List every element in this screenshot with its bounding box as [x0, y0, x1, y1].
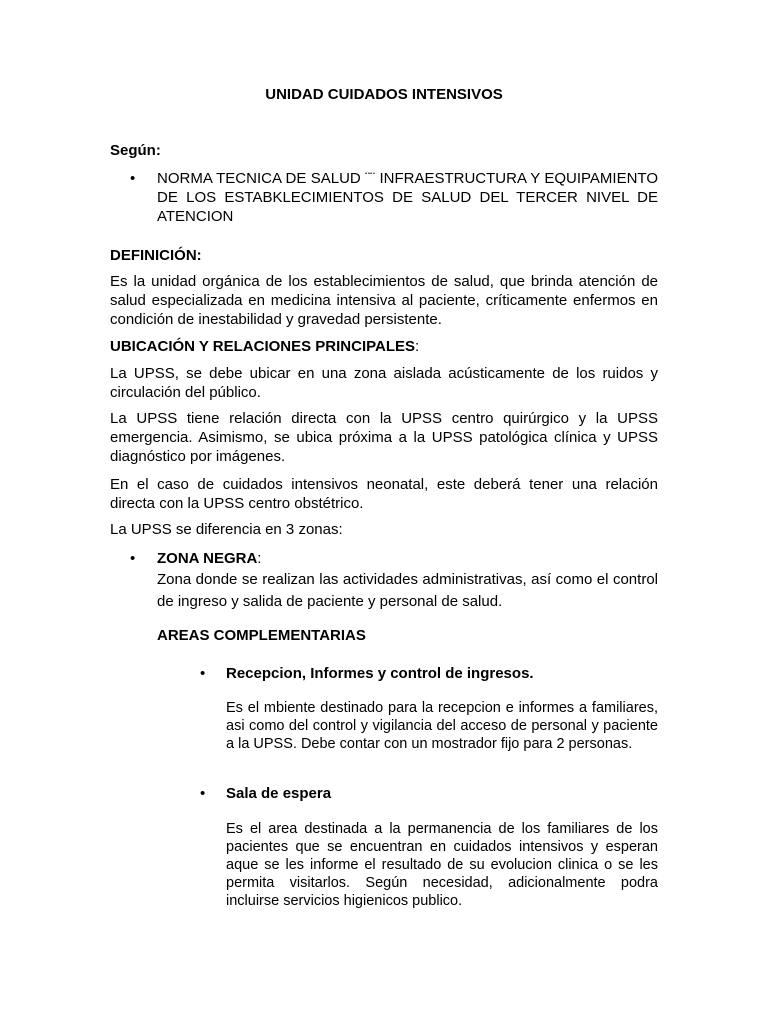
definicion-heading: DEFINICIÓN: — [110, 247, 202, 264]
sala-espera-title: Sala de espera — [226, 785, 332, 802]
ubicacion-paragraph-2: La UPSS tiene relación directa con la UPSS centro quirúrgico y la UPSS emergencia. Asimismo, se ubica próxima a la UPSS patológica clínica y UPSS diagnóstico por imágenes. — [110, 410, 658, 465]
ubicacion-colon: : — [415, 338, 420, 355]
recepcion-text: Es el mbiente destinado para la recepcion e informes a familiares, asi como del control y vigilancia del acceso de personal y paciente a la UPSS. Debe contar con un mostrador fijo para 2 personas. — [226, 700, 658, 752]
zona-negra-heading-line — [157, 549, 658, 568]
zona-negra-colon: : — [257, 550, 262, 567]
zona-negra-heading: ZONA NEGRA — [157, 550, 258, 567]
ubicacion-paragraph-3: En el caso de cuidados intensivos neonatal, este deberá tener una relación directa con la UPSS centro obstétrico. — [110, 476, 658, 512]
bullet-icon: • — [130, 550, 136, 567]
bullet-icon: • — [200, 665, 206, 682]
zona-negra-text: Zona donde se realizan las actividades administrativas, así como el control de ingreso y salida de paciente y personal de salud. — [157, 571, 658, 610]
ubicacion-paragraph-4: La UPSS se diferencia en 3 zonas: — [110, 521, 343, 538]
page-title: UNIDAD CUIDADOS INTENSIVOS — [265, 86, 503, 103]
segun-label: Según: — [110, 142, 161, 159]
bullet-icon: • — [200, 785, 206, 802]
definicion-text: Es la unidad orgánica de los establecimientos de salud, que brinda atención de salud especializada en medicina intensiva al paciente, críticamente enfermos en condición de inestabilidad y gravedad persistente. — [110, 273, 658, 328]
recepcion-title: Recepcion, Informes y control de ingresos. — [226, 665, 534, 682]
ubicacion-heading-line — [110, 337, 658, 356]
bullet-icon: • — [130, 170, 136, 187]
ubicacion-heading: UBICACIÓN Y RELACIONES PRINCIPALES — [110, 338, 416, 355]
norma-text: NORMA TECNICA DE SALUD ¨¨ INFRAESTRUCTURA Y EQUIPAMIENTO DE LOS ESTABKLECIMIENTOS DE SALUD DEL TERCER NIVEL DE ATENCION — [157, 170, 658, 225]
areas-heading: AREAS COMPLEMENTARIAS — [157, 627, 366, 644]
ubicacion-paragraph-1: La UPSS, se debe ubicar en una zona aislada acústicamente de los ruidos y circulación del público. — [110, 365, 658, 401]
sala-espera-text: Es el area destinada a la permanencia de los familiares de los pacientes que se encuentran en cuidados intensivos y esperan aque se les informe el resultado de su evolucion clinica o se les permita visitarlos. Según necesidad, adicionalmente podra incluirse servicios higienicos publico. — [226, 821, 658, 909]
